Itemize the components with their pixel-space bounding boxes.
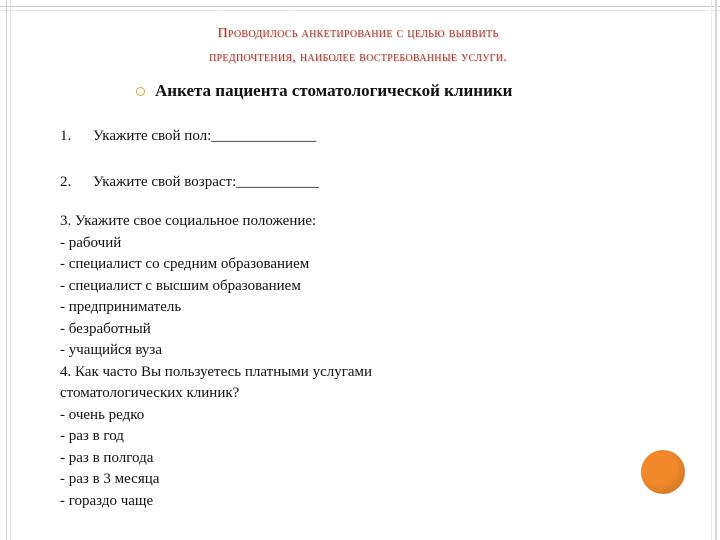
- page-edge-right-inner: [711, 0, 712, 540]
- page-edge-top: [0, 6, 720, 7]
- question-3-option: - учащийся вуза: [60, 342, 163, 358]
- question-1-number: 1.: [60, 128, 72, 144]
- question-3-option: - предприниматель: [60, 299, 182, 315]
- page-edge-left: [6, 0, 7, 540]
- question-4-option: - раз в год: [60, 428, 124, 444]
- questionnaire-body: [60, 126, 620, 512]
- circle-bullet-icon: [136, 87, 145, 96]
- question-1-text: Укажите свой пол:______________: [93, 128, 317, 144]
- question-4-option: - очень редко: [60, 406, 145, 423]
- decorative-orange-circle: [641, 450, 685, 494]
- question-4-header-line-1: 4. Как часто Вы пользуетесь платными услугами: [60, 363, 373, 380]
- slide-title: [78, 22, 638, 70]
- question-3-option: - специалист с высшим образованием: [60, 277, 301, 294]
- question-4-option: - гораздо чаще: [60, 492, 154, 509]
- question-3-option: - специалист со средним образованием: [60, 256, 310, 272]
- page-edge-right: [715, 0, 717, 540]
- question-4-header-line-2: стоматологических клиник?: [60, 385, 240, 401]
- slide-title-line-1: Проводилось анкетирование с целью выявить: [217, 26, 499, 41]
- slide-title-line-2: предпочтения, наиболее востребованные услуги.: [208, 50, 508, 65]
- question-3-header: 3. Укажите свое социальное положение:: [60, 213, 317, 229]
- question-4-option: - раз в 3 месяца: [60, 471, 160, 487]
- question-4-option: - раз в полгода: [60, 449, 154, 466]
- question-2-number: 2.: [60, 173, 72, 190]
- question-3-option: - рабочий: [60, 234, 122, 251]
- question-3-option: - безработный: [60, 320, 151, 337]
- subtitle-row: [136, 80, 512, 102]
- questionnaire-title: Анкета пациента стоматологической клиники: [155, 81, 513, 100]
- question-1: [60, 126, 620, 148]
- question-2: [60, 172, 620, 194]
- question-2-text: Укажите свой возраст:___________: [93, 173, 319, 190]
- page-edge-top-inner: [0, 10, 720, 11]
- page-edge-left-inner: [10, 0, 11, 540]
